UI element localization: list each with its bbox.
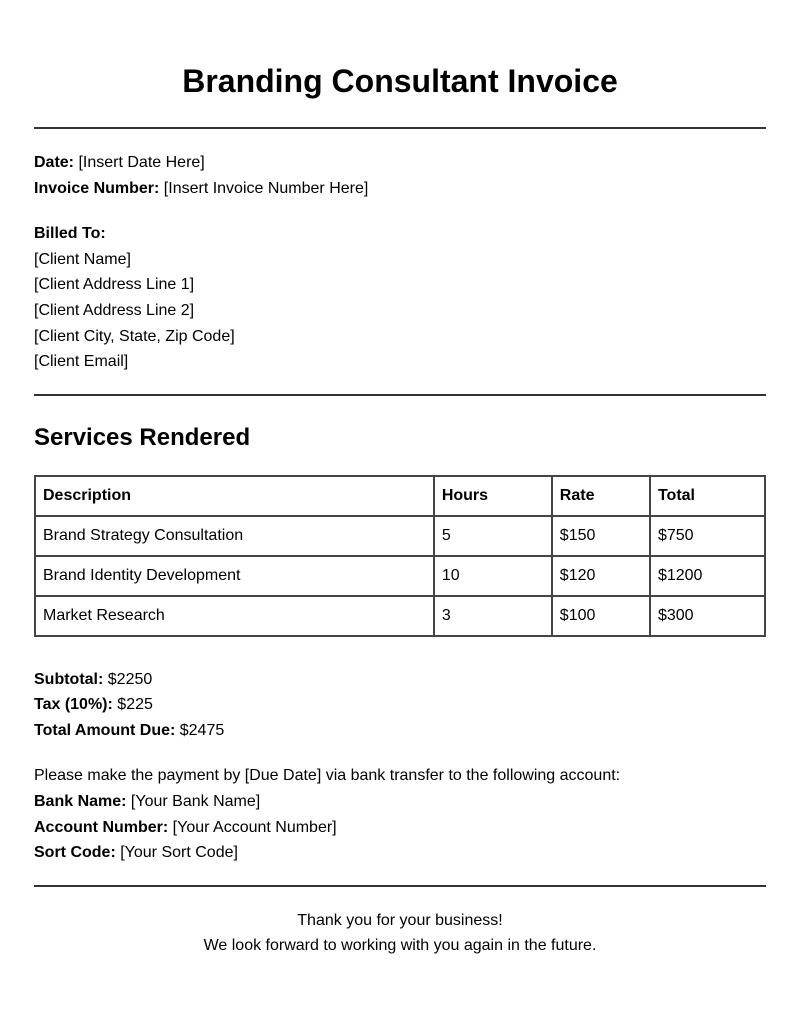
footer-message: We look forward to working with you again in the future. <box>203 937 597 954</box>
row-description: Market Research <box>35 596 434 636</box>
divider-middle <box>34 394 766 396</box>
subtotal-line <box>34 670 152 690</box>
header-total: Total <box>650 476 765 516</box>
row-hours: 5 <box>434 516 552 556</box>
client-address-line-1: [Client Address Line 1] <box>34 276 195 293</box>
row-hours: 3 <box>434 596 552 636</box>
subtotal-label: Subtotal: <box>34 671 104 688</box>
bank-name-line <box>34 792 260 812</box>
account-number-line <box>34 818 337 838</box>
invoice-title: Branding Consultant Invoice <box>182 63 618 99</box>
date-line <box>34 153 205 173</box>
row-description: Brand Strategy Consultation <box>35 516 434 556</box>
bank-name-value: [Your Bank Name] <box>126 793 261 810</box>
date-label: Date: <box>34 154 75 171</box>
row-description: Brand Identity Development <box>35 556 434 596</box>
header-hours: Hours <box>434 476 552 516</box>
tax-label: Tax (10%): <box>34 696 113 713</box>
client-address-line-2: [Client Address Line 2] <box>34 302 195 319</box>
footer-thanks: Thank you for your business! <box>297 912 503 929</box>
account-number-value: [Your Account Number] <box>168 819 337 836</box>
total-due-label: Total Amount Due: <box>34 722 176 739</box>
payment-instruction: Please make the payment by [Due Date] via bank transfer to the following account: <box>34 767 621 784</box>
subtotal-value: $2250 <box>103 671 153 688</box>
table-row <box>35 516 765 556</box>
row-rate: $150 <box>552 516 650 556</box>
total-due-value: $2475 <box>175 722 225 739</box>
row-rate: $120 <box>552 556 650 596</box>
row-total: $1200 <box>650 556 765 596</box>
bank-name-label: Bank Name: <box>34 793 127 810</box>
client-name: [Client Name] <box>34 251 131 268</box>
sort-code-label: Sort Code: <box>34 844 116 861</box>
services-heading: Services Rendered <box>34 424 251 451</box>
table-header-row <box>35 476 765 516</box>
client-city-state-zip: [Client City, State, Zip Code] <box>34 328 235 345</box>
row-total: $750 <box>650 516 765 556</box>
invoice-number-label: Invoice Number: <box>34 180 160 197</box>
tax-line <box>34 695 153 715</box>
total-due-line <box>34 721 224 741</box>
row-total: $300 <box>650 596 765 636</box>
services-table <box>34 475 766 637</box>
row-rate: $100 <box>552 596 650 636</box>
table-row <box>35 556 765 596</box>
row-hours: 10 <box>434 556 552 596</box>
sort-code-line <box>34 843 238 863</box>
tax-value: $225 <box>112 696 153 713</box>
date-value: [Insert Date Here] <box>74 154 205 171</box>
client-email: [Client Email] <box>34 353 129 370</box>
divider-top <box>34 127 766 129</box>
header-rate: Rate <box>552 476 650 516</box>
invoice-number-value: [Insert Invoice Number Here] <box>159 180 369 197</box>
sort-code-value: [Your Sort Code] <box>115 844 238 861</box>
billed-to-label <box>34 224 106 244</box>
account-number-label: Account Number: <box>34 819 169 836</box>
header-description: Description <box>35 476 434 516</box>
invoice-number-line <box>34 179 368 199</box>
divider-bottom <box>34 885 766 887</box>
billed-to-heading: Billed To: <box>34 225 106 242</box>
table-row <box>35 596 765 636</box>
